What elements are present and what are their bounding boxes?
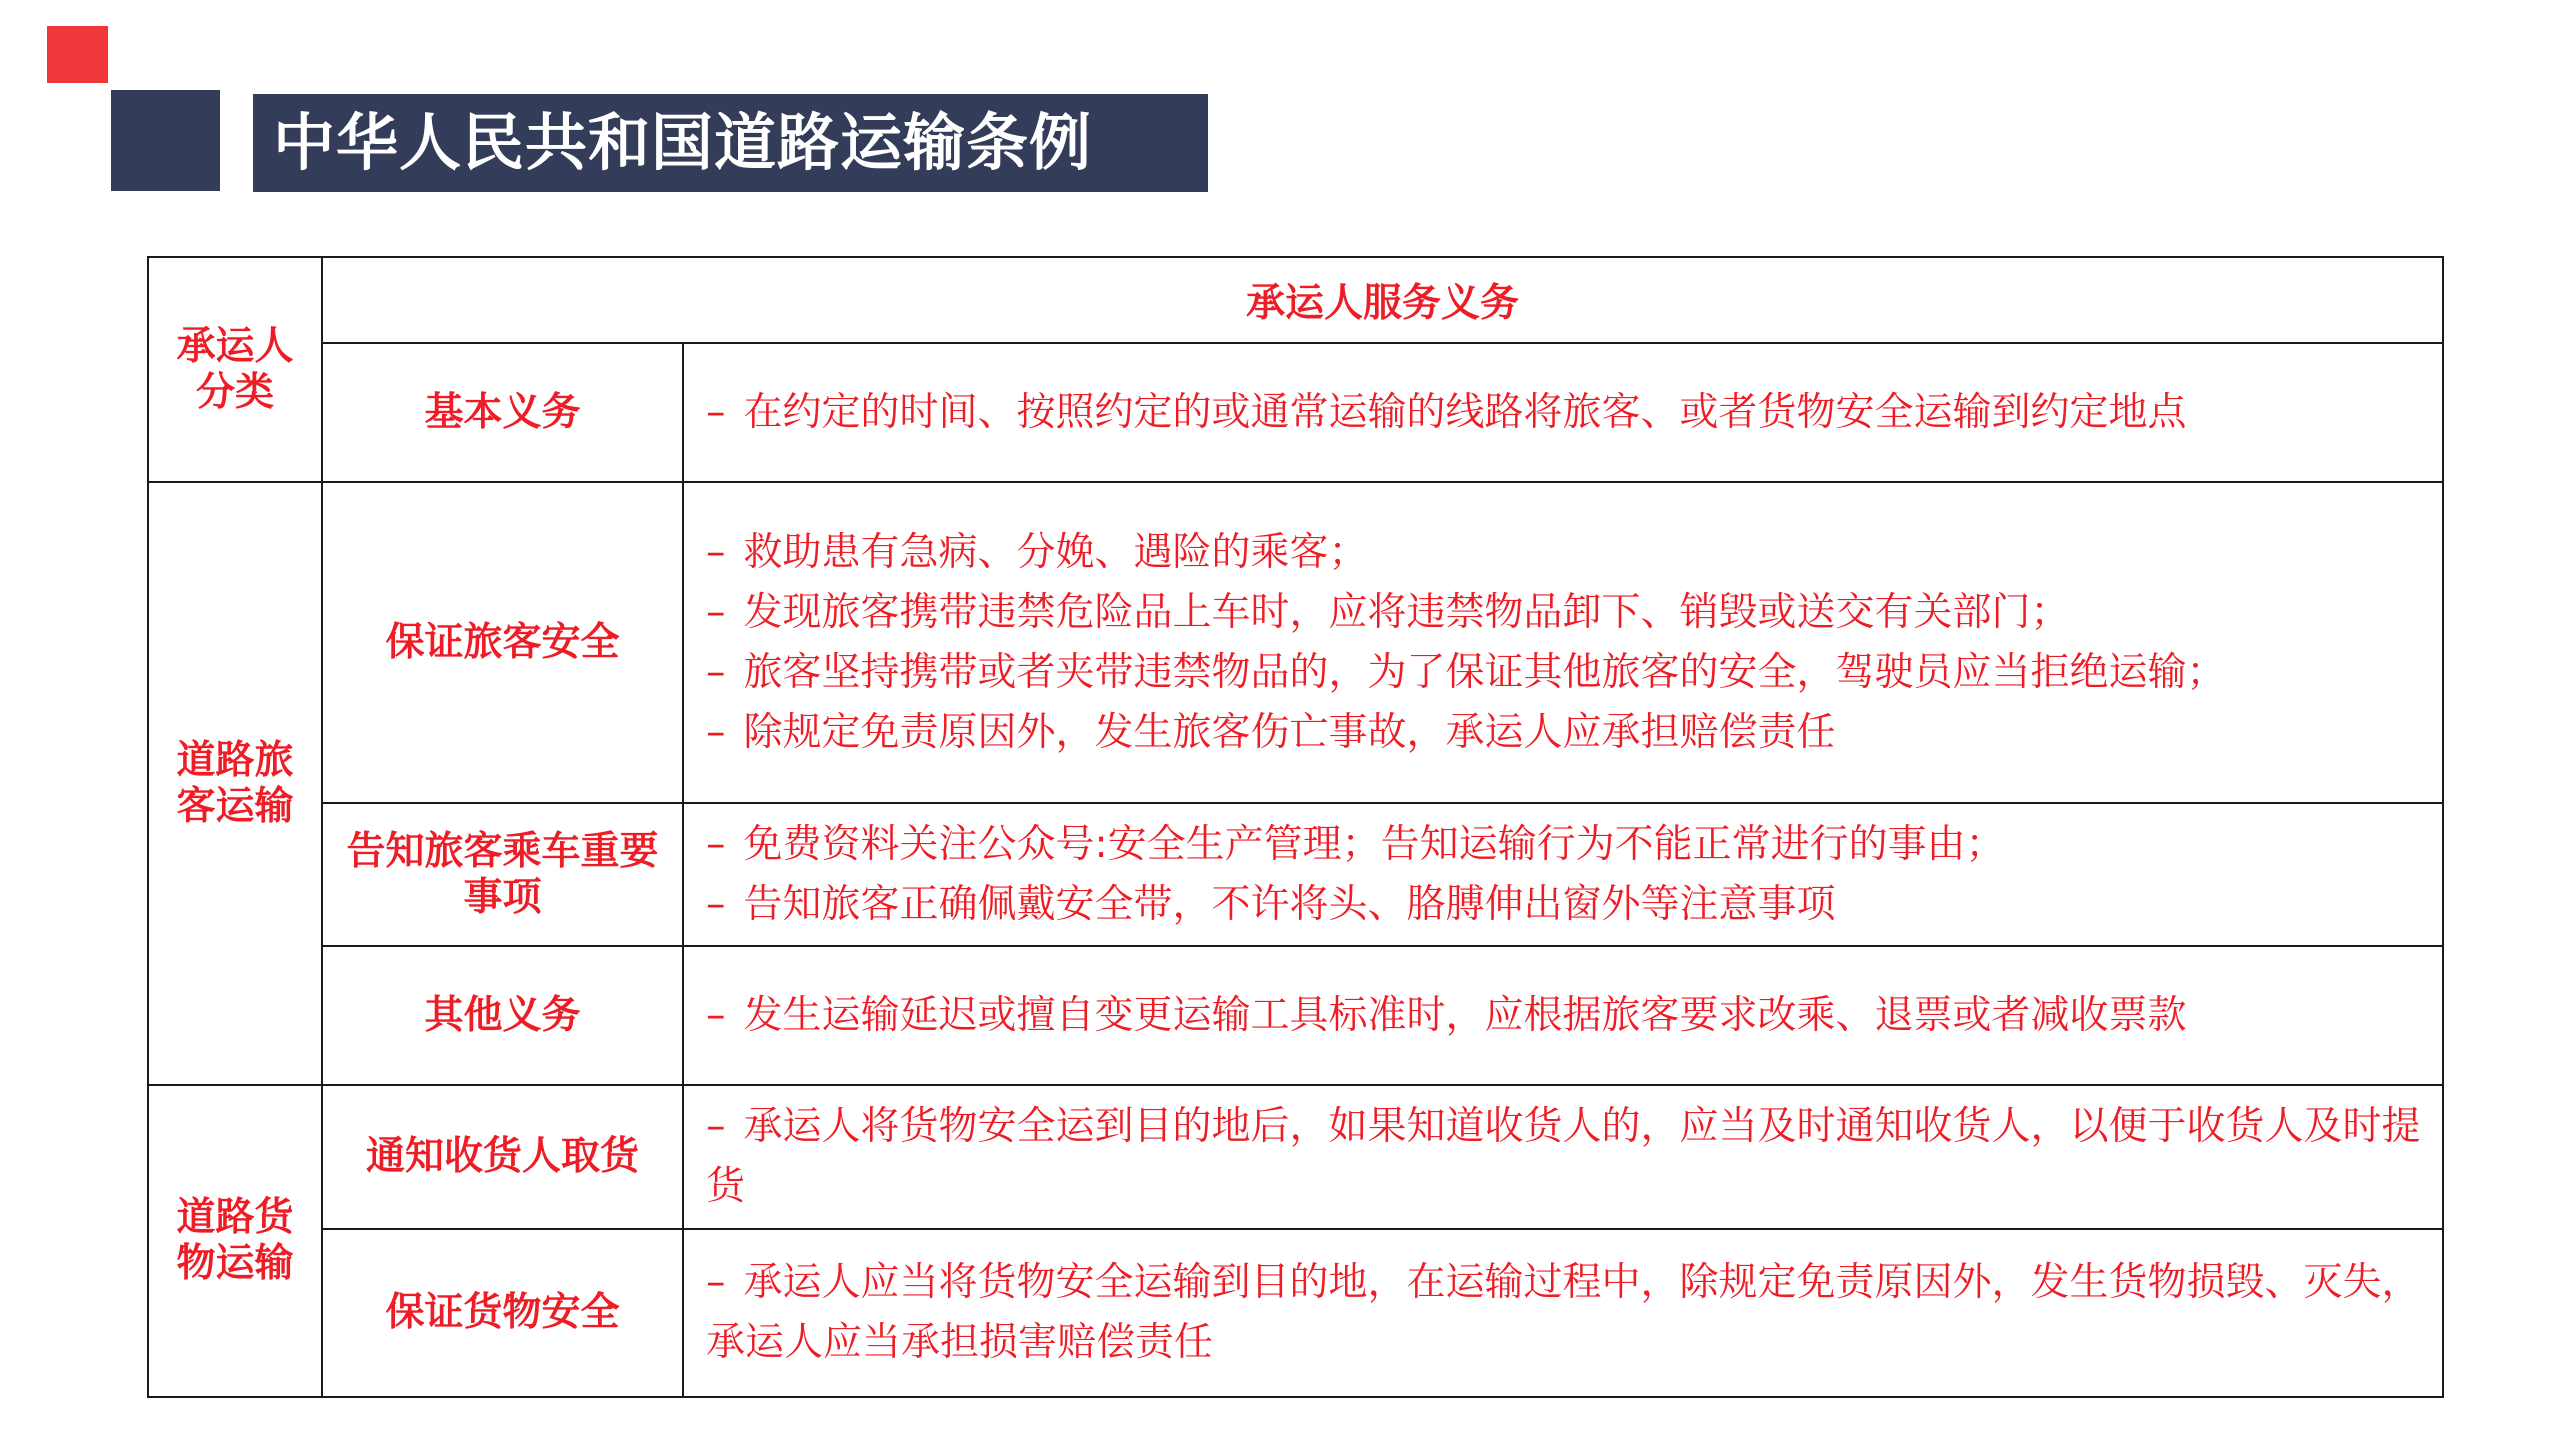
obligation-description: – 承运人将货物安全运到目的地后，如果知道收货人的，应当及时通知收货人，以便于收货人及时提货	[683, 1085, 2443, 1229]
obligation-description: – 承运人应当将货物安全运输到目的地，在运输过程中，除规定免责原因外，发生货物损毁、灭失，承运人应当承担损害赔偿责任	[683, 1229, 2443, 1397]
header-carrier-obligations: 承运人服务义务	[322, 257, 2443, 343]
table-row	[148, 1085, 2443, 1229]
table-row	[148, 1229, 2443, 1397]
obligation-description: – 救助患有急病、分娩、遇险的乘客； – 发现旅客携带违禁危险品上车时，应将违禁物品卸下、销毁或送交有关部门； – 旅客坚持携带或者夹带违禁物品的，为了保证其他旅客的安全，驾驶员应当拒绝运输； – 除规定免责原因外，发生旅客伤亡事故，承运人应承担赔偿责任	[683, 482, 2443, 803]
obligation-label: 告知旅客乘车重要事项	[322, 803, 683, 946]
category-passenger-transport: 道路旅客运输	[148, 482, 322, 1085]
table-header-row	[148, 257, 2443, 343]
obligation-description: – 免费资料关注公众号:安全生产管理；告知运输行为不能正常进行的事由； – 告知旅客正确佩戴安全带，不许将头、胳膊伸出窗外等注意事项	[683, 803, 2443, 946]
table-row	[148, 482, 2443, 803]
obligation-description: – 发生运输延迟或擅自变更运输工具标准时，应根据旅客要求改乘、退票或者减收票款	[683, 946, 2443, 1085]
accent-red-square	[47, 26, 108, 83]
accent-navy-square	[111, 90, 220, 191]
category-freight-transport: 道路货物运输	[148, 1085, 322, 1397]
obligation-label: 保证旅客安全	[322, 482, 683, 803]
obligation-label: 基本义务	[322, 343, 683, 482]
table-row	[148, 946, 2443, 1085]
table-row	[148, 343, 2443, 482]
obligation-label: 保证货物安全	[322, 1229, 683, 1397]
table-row	[148, 803, 2443, 946]
obligations-table	[147, 256, 2444, 1398]
page-title: 中华人民共和国道路运输条例	[253, 94, 1208, 192]
obligation-label: 其他义务	[322, 946, 683, 1085]
obligation-label: 通知收货人取货	[322, 1085, 683, 1229]
obligation-description: – 在约定的时间、按照约定的或通常运输的线路将旅客、或者货物安全运输到约定地点	[683, 343, 2443, 482]
header-carrier-category: 承运人分类	[148, 257, 322, 482]
